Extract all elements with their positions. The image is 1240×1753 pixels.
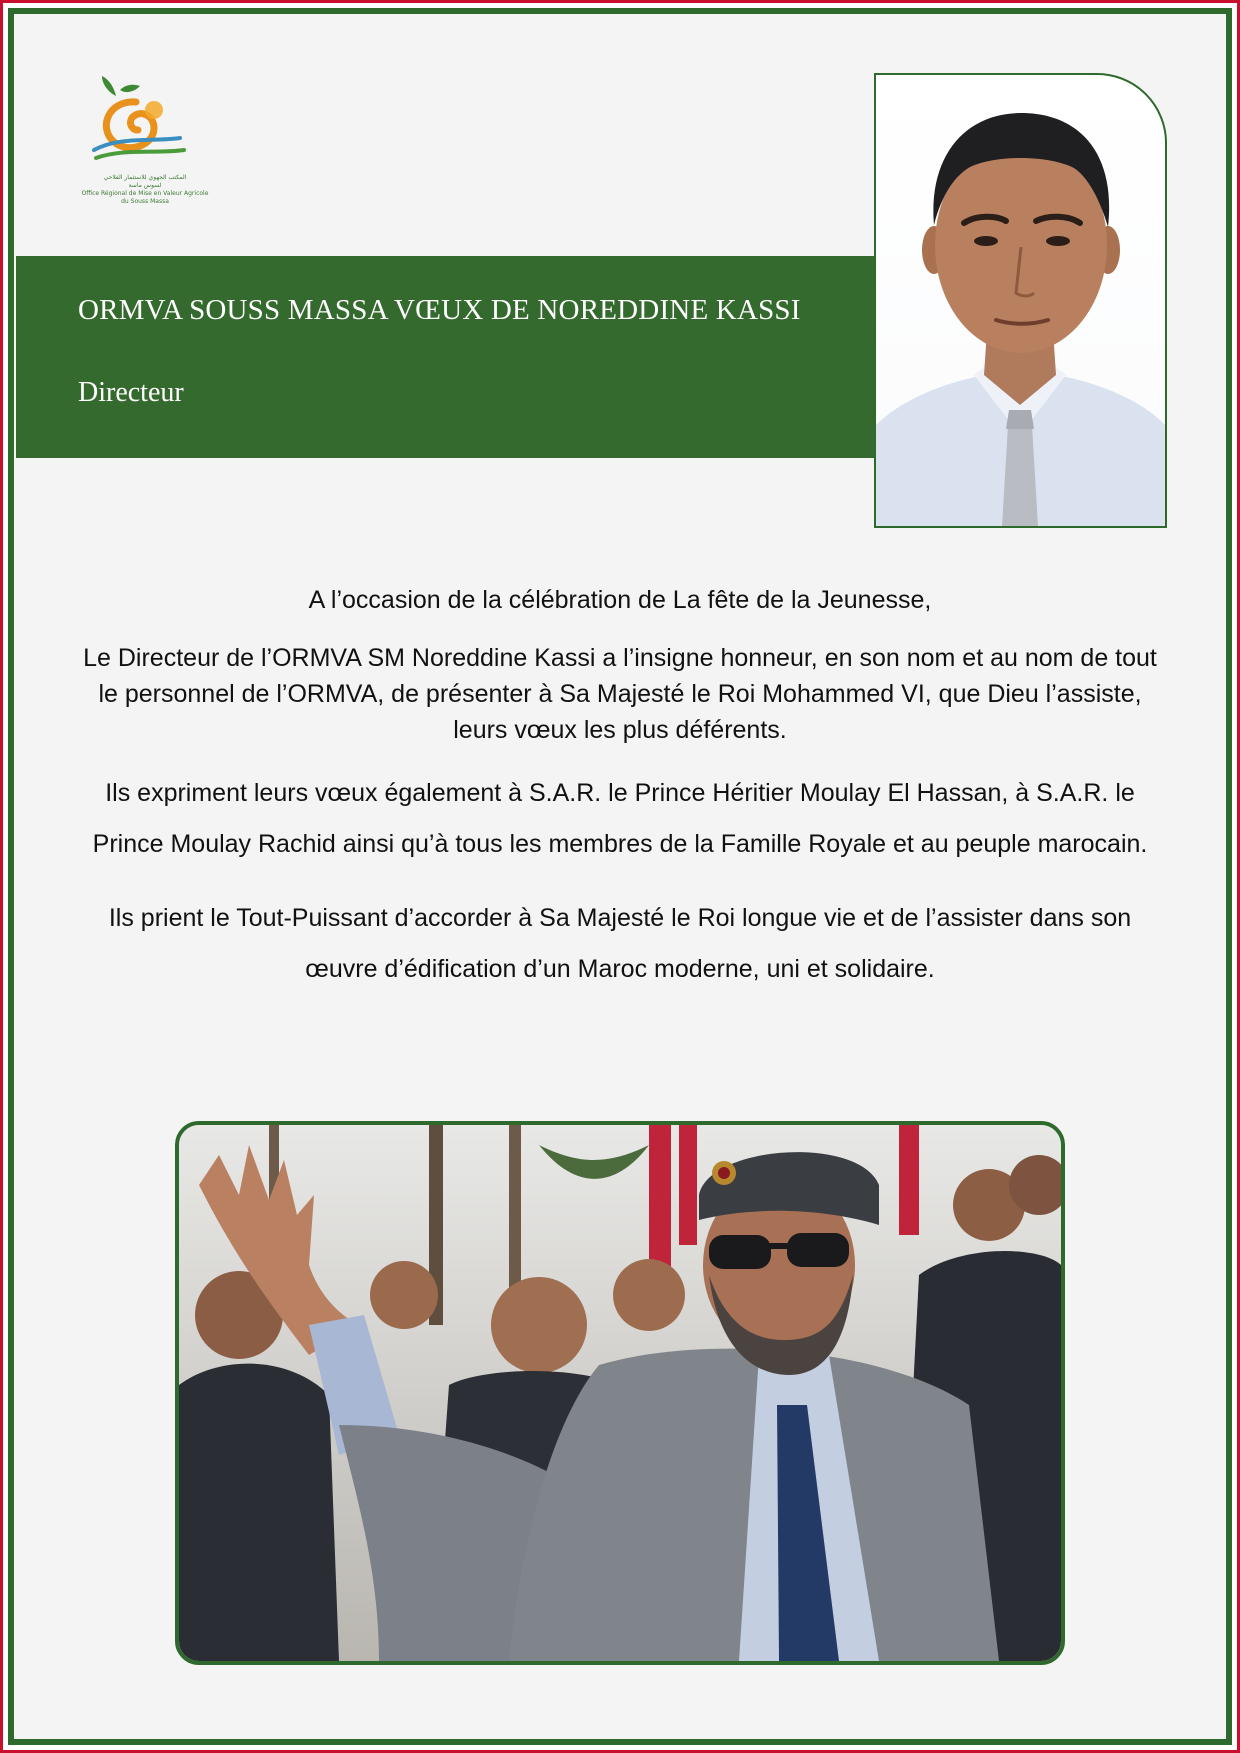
message-paragraph-1: A l’occasion de la célébration de La fête de la Jeunesse, [308, 586, 932, 614]
king-photo [175, 1121, 1065, 1665]
logo-arabic-region: لسوس ماسة [128, 182, 162, 189]
director-portrait [874, 73, 1167, 528]
ormva-logo-icon [80, 70, 210, 174]
title-banner [16, 256, 876, 458]
message-paragraph-2: Le Directeur de l’ORMVA SM Noreddine Kassi a l’insigne honneur, en son nom et au nom de tout le personnel de l’ORMVA, de présenter à Sa Majesté le Roi Mohammed VI, que Dieu l’assiste, leurs vœux les plus déférents. [83, 644, 1157, 744]
logo-text [80, 174, 210, 206]
director-portrait-photo [876, 75, 1165, 526]
message-paragraph-4: Ils prient le Tout-Puissant d’accorder à Sa Majesté le Roi longue vie et de l’assister dans son œuvre d’édification d’un Maroc moderne, uni et solidaire. [108, 904, 1132, 983]
message-body [70, 582, 1170, 995]
ormva-logo [80, 70, 210, 220]
page-subtitle: Directeur [78, 377, 184, 408]
message-paragraph-3: Ils expriment leurs vœux également à S.A.R. le Prince Héritier Moulay El Hassan, à S.A.R. le Prince Moulay Rachid ainsi qu’à tous les membres de la Famille Royale et au peuple marocain. [92, 779, 1148, 858]
logo-french-name: Office Régional de Mise en Valeur Agricole [81, 190, 209, 197]
logo-arabic-name: المكتب الجهوي للاستثمار الفلاحي [103, 174, 187, 181]
king-waving-photo [179, 1125, 1061, 1661]
page-title: ORMVA SOUSS MASSA VŒUX DE NOREDDINE KASSI [78, 294, 801, 326]
logo-french-region: du Souss Massa [121, 198, 169, 205]
